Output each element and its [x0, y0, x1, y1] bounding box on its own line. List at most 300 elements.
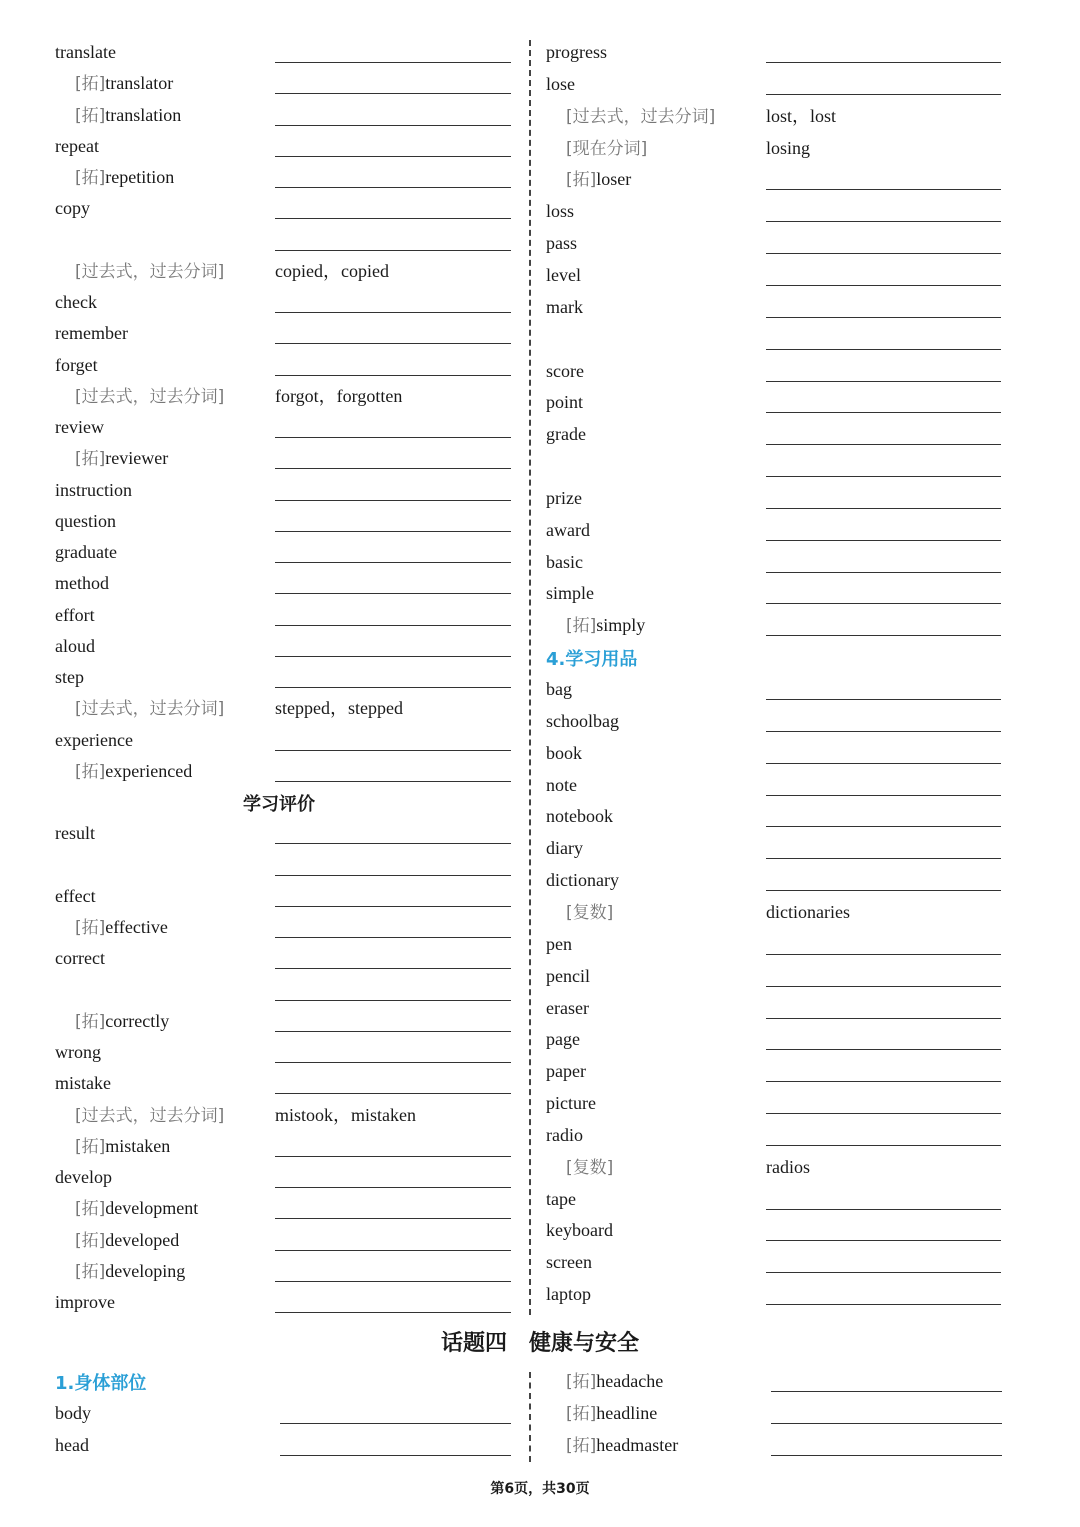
- vocab-row: [546, 263, 1006, 294]
- vocab-word: [566, 1155, 613, 1180]
- vocab-word: [566, 900, 613, 925]
- vocab-word: [75, 1259, 185, 1284]
- word-tag: [拓]: [75, 105, 106, 126]
- vocab-word: [75, 259, 224, 284]
- vocab-row: [546, 1401, 1006, 1432]
- vocab-word: [75, 915, 168, 940]
- word-text: step: [55, 667, 84, 687]
- word-text: forget: [55, 354, 98, 375]
- word-text: repeat: [55, 135, 99, 156]
- vocab-word: [55, 634, 95, 658]
- answer-blank-line[interactable]: [275, 93, 511, 94]
- answer-blank-line[interactable]: [766, 731, 1001, 732]
- vocab-row: [546, 868, 1006, 899]
- vocab-word: [546, 40, 607, 64]
- answer-blank-line[interactable]: [766, 1272, 1001, 1273]
- answer-text: stepped，stepped: [275, 698, 403, 719]
- vocab-row: [546, 390, 1006, 421]
- word-tag: [复数]: [566, 1157, 614, 1178]
- word-text: headache: [596, 1371, 664, 1391]
- bottom-right-column: [546, 1369, 1006, 1465]
- vocab-word: [55, 821, 95, 845]
- vocab-word: [566, 1369, 663, 1394]
- word-text: radio: [546, 1124, 583, 1145]
- word-text: notebook: [546, 806, 613, 827]
- vocab-row: [55, 540, 515, 571]
- vocab-row: [546, 836, 1006, 867]
- answer-blank-line[interactable]: [275, 437, 511, 438]
- vocab-row: [55, 696, 515, 727]
- vocab-row: [55, 40, 515, 71]
- vocab-row: [546, 1218, 1006, 1249]
- vocab-row: [55, 1228, 515, 1259]
- word-text: effective: [105, 917, 168, 937]
- answer-blank-line[interactable]: [275, 906, 511, 907]
- word-text: simple: [546, 583, 594, 604]
- word-text: award: [546, 519, 590, 540]
- vocab-word: [546, 1091, 596, 1115]
- answer-blank-line[interactable]: [275, 312, 511, 313]
- vocab-row: [546, 1123, 1006, 1154]
- answer-blank-line[interactable]: [766, 1018, 1001, 1019]
- word-text: review: [55, 417, 104, 437]
- word-text: dictionary: [546, 870, 619, 891]
- word-text: developed: [105, 1229, 180, 1250]
- vocab-row: [55, 384, 515, 415]
- answer-blank-line[interactable]: [275, 468, 511, 469]
- vocab-row: [55, 321, 515, 352]
- word-text: loss: [546, 201, 575, 222]
- answer-blank-line[interactable]: [766, 1240, 1001, 1241]
- answer-blank-line[interactable]: [766, 1081, 1001, 1082]
- word-text: head: [55, 1435, 89, 1455]
- vocab-word: [75, 1103, 224, 1128]
- vocab-word: [546, 359, 584, 383]
- answer-blank-line[interactable]: [766, 62, 1001, 63]
- vocab-row: [55, 1103, 515, 1134]
- vocab-row: [55, 853, 515, 884]
- vocab-word: [566, 1401, 657, 1426]
- answer-blank-line[interactable]: [766, 954, 1001, 955]
- answer-blank-line[interactable]: [275, 656, 511, 657]
- word-text: laptop: [546, 1284, 591, 1305]
- answer-blank-line[interactable]: [280, 1423, 511, 1424]
- vocab-word: [55, 353, 98, 377]
- answer-blank-line[interactable]: [766, 826, 1001, 827]
- word-tag: [拓]: [566, 616, 597, 637]
- vocab-row: [546, 72, 1006, 103]
- vocab-row: [55, 509, 515, 540]
- word-tag: [复数]: [566, 902, 614, 923]
- word-text: effort: [55, 604, 95, 625]
- word-text: develop: [55, 1167, 112, 1187]
- vocab-row: [546, 645, 1006, 676]
- vocab-word: [546, 1218, 613, 1242]
- answer-blank-line[interactable]: [766, 1113, 1001, 1114]
- word-text: picture: [546, 1093, 596, 1114]
- vocab-word: [546, 390, 583, 414]
- vocab-word: [546, 581, 594, 605]
- vocab-row: [546, 486, 1006, 517]
- vocab-word: [566, 104, 715, 129]
- bottom-column-divider: [529, 1372, 531, 1462]
- vocab-word: [546, 263, 581, 287]
- word-text: aloud: [55, 635, 95, 656]
- vocab-word: [546, 741, 582, 765]
- answer-blank-line[interactable]: [766, 1049, 1001, 1050]
- word-text: reviewer: [105, 448, 169, 469]
- answer-blank-line[interactable]: [275, 1281, 511, 1282]
- answer-blank-line[interactable]: [766, 858, 1001, 859]
- vocab-word: [55, 40, 116, 64]
- vocab-row: [546, 1027, 1006, 1058]
- vocab-word: [546, 1250, 592, 1274]
- word-text: lose: [546, 73, 575, 94]
- answer-text: dictionaries: [766, 901, 850, 922]
- answer-blank-line[interactable]: [766, 763, 1001, 764]
- vocab-row: [546, 1059, 1006, 1090]
- vocab-row: [55, 978, 515, 1009]
- word-text: wrong: [55, 1042, 101, 1062]
- answer-blank-line[interactable]: [766, 285, 1001, 286]
- answer-blank-line[interactable]: [766, 635, 1001, 636]
- vocab-row: [55, 1196, 515, 1227]
- word-text: developing: [105, 1260, 186, 1281]
- vocab-row: [546, 231, 1006, 262]
- word-text: pen: [546, 933, 572, 954]
- word-tag: [拓]: [566, 1404, 597, 1424]
- vocab-row: [55, 1259, 515, 1290]
- answer-blank-line[interactable]: [275, 1000, 511, 1001]
- answer-blank-line[interactable]: [275, 250, 511, 251]
- vocab-row: [546, 1250, 1006, 1281]
- vocab-row: [55, 790, 515, 821]
- word-text: score: [546, 360, 584, 381]
- answer-blank-line[interactable]: [766, 1145, 1001, 1146]
- word-tag: [过去式，过去分词]: [75, 699, 225, 720]
- vocab-word: [546, 709, 619, 733]
- vocab-row: [546, 359, 1006, 390]
- word-text: headmaster: [596, 1435, 679, 1455]
- subsection-heading: 4.学习用品: [546, 649, 638, 671]
- answer-blank-line[interactable]: [766, 795, 1001, 796]
- vocab-row: [546, 709, 1006, 740]
- vocab-row: [55, 915, 515, 946]
- vocab-word: [546, 486, 582, 510]
- vocab-word: [546, 422, 586, 446]
- answer-blank-line[interactable]: [766, 603, 1001, 604]
- vocab-word: [546, 1027, 580, 1051]
- vocab-row: [546, 327, 1006, 358]
- answer-blank-line[interactable]: [766, 221, 1001, 222]
- vocab-word: [546, 72, 575, 96]
- word-text: loser: [596, 169, 632, 190]
- vocab-row: [546, 550, 1006, 581]
- vocab-word: [546, 550, 583, 574]
- bottom-left-column: [55, 1369, 515, 1465]
- word-tag: [拓]: [75, 1199, 106, 1220]
- vocab-word: [546, 1187, 576, 1211]
- word-text: effect: [55, 885, 96, 906]
- word-text: correctly: [105, 1010, 170, 1031]
- vocab-word: [55, 290, 97, 314]
- vocab-row: [546, 40, 1006, 71]
- answer-blank-line[interactable]: [275, 1312, 511, 1313]
- answer-text: lost，lost: [766, 105, 837, 126]
- vocab-word: [546, 964, 590, 988]
- answer-blank-line[interactable]: [771, 1455, 1002, 1456]
- vocab-word: [55, 1165, 112, 1189]
- word-tag: [拓]: [75, 449, 106, 470]
- vocab-word: [75, 384, 224, 409]
- word-tag: [过去式，过去分词]: [75, 386, 225, 407]
- answer-blank-line[interactable]: [766, 540, 1001, 541]
- column-divider: [529, 40, 531, 1315]
- vocab-word: [55, 946, 105, 970]
- vocab-row: [55, 665, 515, 696]
- word-tag: [拓]: [566, 170, 597, 191]
- answer-blank-line[interactable]: [766, 890, 1001, 891]
- answer-blank-line[interactable]: [275, 375, 511, 376]
- answer-blank-line[interactable]: [280, 1455, 511, 1456]
- answer-blank-line[interactable]: [275, 1250, 511, 1251]
- left-column: [55, 40, 515, 1320]
- vocab-row: [55, 165, 515, 196]
- vocab-word: [75, 103, 181, 128]
- vocab-word: [55, 1401, 91, 1425]
- vocab-row: [546, 104, 1006, 135]
- answer-blank-line[interactable]: [275, 1062, 511, 1063]
- answer-blank-line[interactable]: [766, 94, 1001, 95]
- word-tag: [过去式，过去分词]: [566, 106, 716, 127]
- word-text: copy: [55, 198, 90, 219]
- vocab-row: [546, 295, 1006, 326]
- word-tag: [拓]: [75, 761, 106, 782]
- answer-blank-line[interactable]: [275, 62, 511, 63]
- vocab-word: [55, 1290, 115, 1314]
- answer-blank-line[interactable]: [766, 381, 1001, 382]
- answer-blank-line[interactable]: [275, 531, 511, 532]
- word-text: keyboard: [546, 1220, 613, 1241]
- word-text: level: [546, 264, 581, 285]
- vocab-row: [546, 422, 1006, 453]
- answer-blank-line[interactable]: [275, 1031, 511, 1032]
- vocab-row: [55, 634, 515, 665]
- answer-blank-line[interactable]: [275, 750, 511, 751]
- answer-blank-line[interactable]: [275, 687, 511, 688]
- page-footer: 第6页，共30页: [490, 1481, 590, 1497]
- vocab-word: [546, 677, 572, 701]
- vocab-word: [55, 1040, 101, 1064]
- answer-blank-line[interactable]: [766, 412, 1001, 413]
- vocab-row: [546, 613, 1006, 644]
- vocab-word: [546, 295, 583, 319]
- vocab-word: [55, 134, 99, 158]
- vocab-word: [546, 199, 574, 223]
- vocab-word: [75, 1134, 170, 1159]
- vocab-word: [546, 804, 613, 828]
- vocab-word: [55, 1433, 89, 1457]
- vocab-row: [55, 1071, 515, 1102]
- answer-blank-line[interactable]: [275, 875, 511, 876]
- vocab-word: [55, 415, 104, 439]
- vocab-row: [55, 134, 515, 165]
- word-text: mistaken: [105, 1135, 171, 1156]
- vocab-row: [546, 1369, 1006, 1400]
- vocab-word: [546, 996, 589, 1020]
- answer-blank-line[interactable]: [275, 218, 511, 219]
- word-text: pencil: [546, 965, 590, 986]
- word-text: translation: [105, 104, 182, 125]
- vocab-word: [55, 478, 132, 502]
- vocab-word: [546, 773, 577, 797]
- word-text: mark: [546, 296, 583, 317]
- vocab-row: [546, 1155, 1006, 1186]
- answer-blank-line[interactable]: [275, 187, 511, 188]
- answer-blank-line[interactable]: [771, 1423, 1002, 1424]
- word-text: experience: [55, 729, 133, 750]
- answer-blank-line[interactable]: [275, 937, 511, 938]
- answer-text: mistook，mistaken: [275, 1104, 416, 1125]
- vocab-word: [566, 167, 631, 192]
- word-tag: [拓]: [75, 1230, 106, 1251]
- answer-text: losing: [766, 137, 811, 158]
- answer-blank-line[interactable]: [275, 968, 511, 969]
- word-text: translate: [55, 42, 116, 62]
- word-text: simply: [596, 615, 646, 636]
- vocab-word: [566, 613, 645, 638]
- vocab-row: [55, 415, 515, 446]
- vocab-word: [75, 165, 174, 190]
- vocab-word: [55, 884, 96, 908]
- topic-title: 话题四 健康与安全: [440, 1331, 639, 1356]
- vocab-row: [55, 196, 515, 227]
- answer-blank-line[interactable]: [275, 1218, 511, 1219]
- answer-blank-line[interactable]: [766, 444, 1001, 445]
- vocab-row: [546, 581, 1006, 612]
- vocab-row: [55, 228, 515, 259]
- vocab-word: [75, 759, 192, 784]
- answer-blank-line[interactable]: [275, 625, 511, 626]
- word-text: paper: [546, 1061, 586, 1082]
- word-tag: [拓]: [566, 1436, 597, 1456]
- word-text: note: [546, 774, 577, 795]
- vocab-row: [55, 259, 515, 290]
- right-column: [546, 40, 1006, 1320]
- vocab-row: [546, 677, 1006, 708]
- vocab-word: [566, 136, 647, 161]
- vocab-word: [55, 603, 95, 627]
- vocab-row: [546, 1433, 1006, 1464]
- vocab-row: [546, 1187, 1006, 1218]
- vocab-row: [55, 71, 515, 102]
- answer-blank-line[interactable]: [275, 593, 511, 594]
- answer-blank-line[interactable]: [766, 699, 1001, 700]
- word-text: improve: [55, 1292, 115, 1312]
- vocab-row: [546, 518, 1006, 549]
- vocab-row: [546, 1282, 1006, 1313]
- word-text: translator: [105, 73, 174, 94]
- answer-blank-line[interactable]: [275, 343, 511, 344]
- answer-blank-line[interactable]: [275, 1093, 511, 1094]
- answer-blank-line[interactable]: [275, 562, 511, 563]
- word-tag: [拓]: [75, 74, 106, 95]
- answer-blank-line[interactable]: [766, 1304, 1001, 1305]
- answer-blank-line[interactable]: [766, 572, 1001, 573]
- word-text: mistake: [55, 1073, 111, 1094]
- vocab-row: [55, 353, 515, 384]
- answer-blank-line[interactable]: [275, 1156, 511, 1157]
- vocab-row: [55, 446, 515, 477]
- word-text: graduate: [55, 542, 117, 562]
- vocab-word: [55, 196, 90, 220]
- word-tag: [拓]: [566, 1372, 597, 1392]
- vocab-row: [55, 1165, 515, 1196]
- vocab-row: [546, 167, 1006, 198]
- word-text: point: [546, 392, 584, 413]
- answer-blank-line[interactable]: [275, 125, 511, 126]
- vocab-word: [546, 231, 577, 255]
- answer-text: copied，copied: [275, 260, 389, 281]
- answer-blank-line[interactable]: [766, 349, 1001, 350]
- vocab-word: [546, 1059, 586, 1083]
- answer-blank-line[interactable]: [766, 253, 1001, 254]
- word-text: tape: [546, 1188, 576, 1209]
- vocab-row: [546, 454, 1006, 485]
- section-heading: 学习评价: [243, 794, 315, 815]
- vocab-row: [55, 1040, 515, 1071]
- word-tag: [过去式，过去分词]: [75, 1105, 225, 1126]
- answer-blank-line[interactable]: [275, 1187, 511, 1188]
- vocab-row: [55, 821, 515, 852]
- answer-blank-line[interactable]: [275, 500, 511, 501]
- word-text: pass: [546, 233, 577, 254]
- answer-blank-line[interactable]: [766, 317, 1001, 318]
- answer-blank-line[interactable]: [766, 508, 1001, 509]
- answer-blank-line[interactable]: [766, 1209, 1001, 1210]
- vocab-word: [55, 571, 109, 595]
- word-tag: [拓]: [75, 1261, 106, 1282]
- word-text: method: [55, 573, 109, 594]
- vocab-word: [55, 728, 133, 752]
- vocab-word: [55, 509, 116, 533]
- word-text: body: [55, 1403, 91, 1423]
- vocab-word: [546, 836, 583, 860]
- word-text: instruction: [55, 479, 132, 500]
- word-text: question: [55, 510, 116, 531]
- vocab-row: [55, 1290, 515, 1321]
- vocab-word: [546, 932, 572, 956]
- word-text: book: [546, 742, 582, 763]
- vocab-word: [55, 665, 84, 689]
- vocab-word: [55, 540, 117, 564]
- answer-blank-line[interactable]: [275, 781, 511, 782]
- answer-blank-line[interactable]: [275, 156, 511, 157]
- answer-blank-line[interactable]: [766, 476, 1001, 477]
- vocab-row: [546, 932, 1006, 963]
- vocab-row: [546, 804, 1006, 835]
- vocab-row: [55, 1134, 515, 1165]
- answer-blank-line[interactable]: [275, 843, 511, 844]
- word-tag: [拓]: [75, 918, 106, 938]
- word-text: result: [55, 823, 95, 844]
- answer-blank-line[interactable]: [766, 189, 1001, 190]
- answer-blank-line[interactable]: [771, 1391, 1002, 1392]
- word-text: repetition: [105, 167, 175, 187]
- vocab-word: [75, 1009, 169, 1034]
- word-tag: [拓]: [75, 168, 106, 188]
- answer-blank-line[interactable]: [766, 986, 1001, 987]
